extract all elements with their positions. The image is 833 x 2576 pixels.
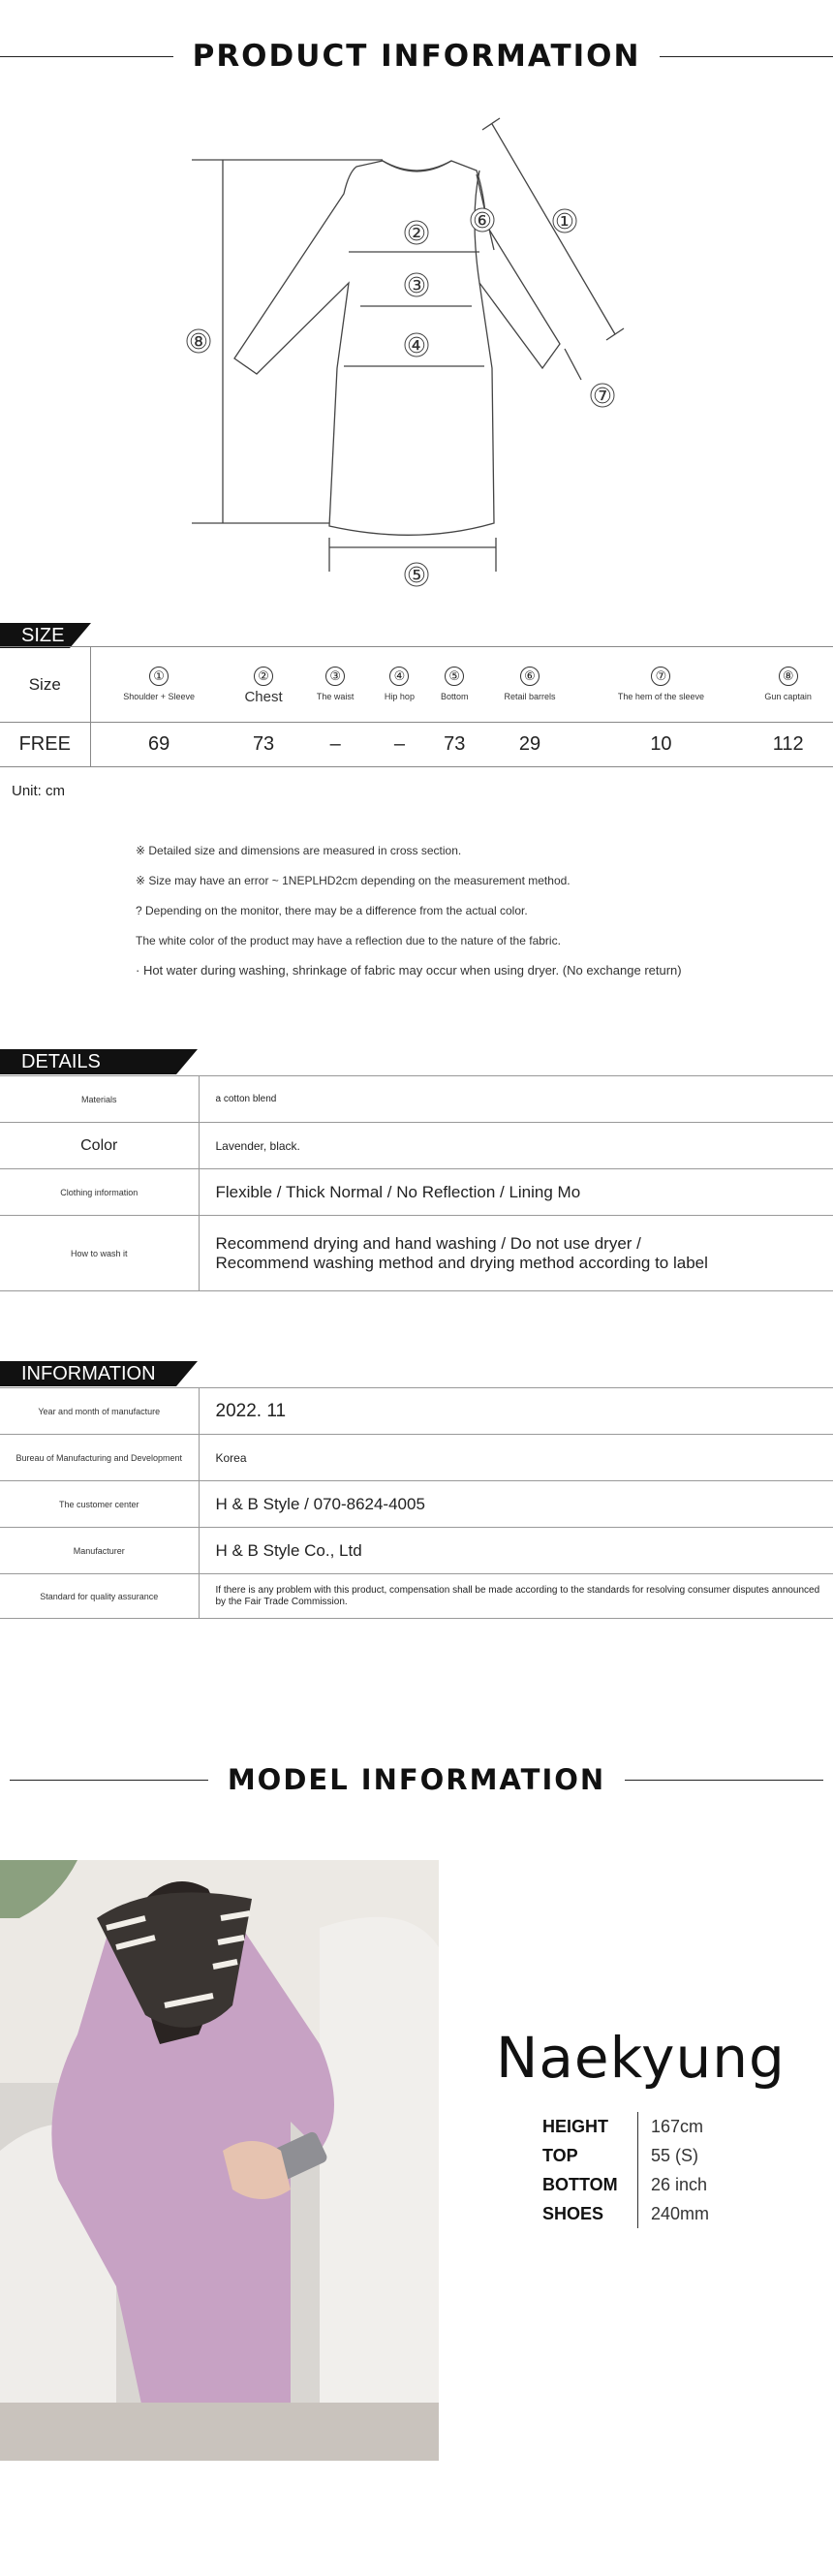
table-row (0, 1481, 833, 1528)
information-key: Manufacturer (0, 1528, 199, 1574)
size-col-1 (90, 647, 228, 723)
stat-key: SHOES (542, 2203, 604, 2223)
col-number: ⑧ (779, 667, 798, 686)
table-row (0, 1169, 833, 1216)
size-col-8 (743, 647, 833, 723)
col-name: Bottom (440, 692, 469, 701)
wash-line-2: Recommend washing method and drying method according to label (215, 1253, 708, 1272)
note-item: The white color of the product may have a reflection due to the nature of the fabric. (136, 934, 561, 947)
note-item: ? Depending on the monitor, there may be a difference from the actual color. (136, 904, 528, 917)
information-value: Korea (199, 1435, 833, 1481)
marker-3: ③ (407, 274, 426, 298)
size-cell: 112 (743, 723, 833, 767)
marker-4: ④ (407, 334, 426, 358)
information-value: If there is any problem with this product, compensation shall be made according to the standards for resolving consumer disputes announced by the Fair Trade Commission. (199, 1574, 833, 1619)
table-row (0, 1123, 833, 1169)
size-col-4 (371, 647, 428, 723)
marker-2: ② (407, 222, 426, 246)
size-header-label: Size (0, 647, 90, 723)
stat-value: 167cm (651, 2116, 704, 2136)
information-value: 2022. 11 (199, 1388, 833, 1435)
measurement-diagram (0, 97, 833, 601)
stat-row (542, 2199, 709, 2228)
col-name: Retail barrels (504, 692, 556, 701)
note-item: ※ Size may have an error ~ 1NEPLHD2cm depending on the measurement method. (136, 874, 571, 887)
stat-key: HEIGHT (542, 2116, 609, 2136)
line-7 (565, 349, 581, 380)
size-cell: 73 (228, 723, 300, 767)
size-cell: 73 (428, 723, 480, 767)
stat-value: 26 inch (651, 2174, 708, 2194)
details-value: Flexible / Thick Normal / No Reflection / Lining Mo (199, 1169, 833, 1216)
col-number: ⑥ (520, 667, 540, 686)
col-name: The hem of the sleeve (617, 692, 704, 701)
stat-key: BOTTOM (542, 2174, 618, 2194)
notes-list (136, 841, 682, 991)
col-number: ③ (325, 667, 345, 686)
heading-rule-right (625, 1780, 823, 1781)
model-info-heading (0, 1763, 833, 1796)
information-key: Year and month of manufacture (0, 1388, 199, 1435)
size-row-label: FREE (0, 723, 90, 767)
stat-row (542, 2141, 709, 2170)
table-row (0, 723, 833, 767)
details-key: Color (0, 1123, 199, 1169)
product-info-title: PRODUCT INFORMATION (192, 39, 641, 74)
table-row (0, 1435, 833, 1481)
size-cell: 69 (90, 723, 228, 767)
details-key: Materials (0, 1076, 199, 1123)
col-name: Gun captain (764, 692, 812, 701)
model-info-title: MODEL INFORMATION (227, 1763, 606, 1796)
size-col-7 (579, 647, 744, 723)
model-name: Naekyung (496, 2025, 786, 2091)
information-tag: INFORMATION (0, 1361, 176, 1386)
size-cell: 29 (480, 723, 578, 767)
size-tag: SIZE (0, 623, 70, 648)
heading-rule-left (0, 56, 173, 57)
col-number: ② (254, 667, 273, 686)
size-col-6 (480, 647, 578, 723)
size-cell: – (371, 723, 428, 767)
information-value: H & B Style Co., Ltd (199, 1528, 833, 1574)
table-row (0, 1388, 833, 1435)
stat-row (542, 2112, 709, 2141)
stat-value: 55 (S) (651, 2145, 699, 2165)
size-col-5 (428, 647, 480, 723)
table-row (0, 1574, 833, 1619)
line-1-cap-top (482, 118, 500, 130)
model-stats (542, 2112, 709, 2228)
details-value: a cotton blend (199, 1076, 833, 1123)
col-number: ④ (389, 667, 409, 686)
information-value: H & B Style / 070-8624-4005 (199, 1481, 833, 1528)
stat-value: 240mm (651, 2203, 710, 2223)
floor (0, 2403, 439, 2461)
heading-rule-left (10, 1780, 208, 1781)
product-info-heading (0, 39, 833, 74)
details-table (0, 1075, 833, 1291)
size-cell: – (299, 723, 370, 767)
stat-key: TOP (542, 2145, 578, 2165)
size-col-3 (299, 647, 370, 723)
details-tag: DETAILS (0, 1049, 176, 1074)
heading-rule-right (660, 56, 833, 57)
note-item: ※ Detailed size and dimensions are measured in cross section. (136, 844, 462, 857)
stats-divider (637, 2112, 638, 2228)
col-name: Chest (244, 689, 283, 705)
information-key: The customer center (0, 1481, 199, 1528)
information-key: Bureau of Manufacturing and Development (0, 1435, 199, 1481)
marker-5: ⑤ (407, 564, 426, 588)
information-key: Standard for quality assurance (0, 1574, 199, 1619)
information-table (0, 1387, 833, 1619)
stat-row (542, 2170, 709, 2199)
details-value (199, 1216, 833, 1291)
dress-outline (234, 161, 560, 535)
col-number: ⑤ (445, 667, 464, 686)
size-table-header (0, 647, 833, 723)
model-photo (0, 1860, 439, 2461)
col-number: ⑦ (651, 667, 670, 686)
marker-7: ⑦ (593, 385, 612, 409)
details-value: Lavender, black. (199, 1123, 833, 1169)
unit-label: Unit: cm (12, 783, 66, 799)
table-row (0, 1076, 833, 1123)
sofa-cushion (320, 1917, 439, 2461)
col-name: The waist (316, 692, 355, 701)
line-1-cap-bottom (606, 328, 624, 340)
col-name: Shoulder + Sleeve (123, 692, 195, 701)
table-row (0, 1216, 833, 1291)
details-key: Clothing information (0, 1169, 199, 1216)
marker-1: ① (555, 210, 574, 234)
size-cell: 10 (579, 723, 744, 767)
table-row (0, 1528, 833, 1574)
size-table (0, 646, 833, 767)
size-col-2 (228, 647, 300, 723)
note-item: · Hot water during washing, shrinkage of fabric may occur when using dryer. (No exchange return) (136, 963, 682, 978)
details-key: How to wash it (0, 1216, 199, 1291)
marker-6: ⑥ (473, 209, 492, 233)
marker-8: ⑧ (189, 330, 208, 355)
col-name: Hip hop (384, 692, 415, 701)
line-1 (492, 124, 615, 334)
col-number: ① (149, 667, 169, 686)
wash-line-1: Recommend drying and hand washing / Do not use dryer / (215, 1233, 641, 1253)
